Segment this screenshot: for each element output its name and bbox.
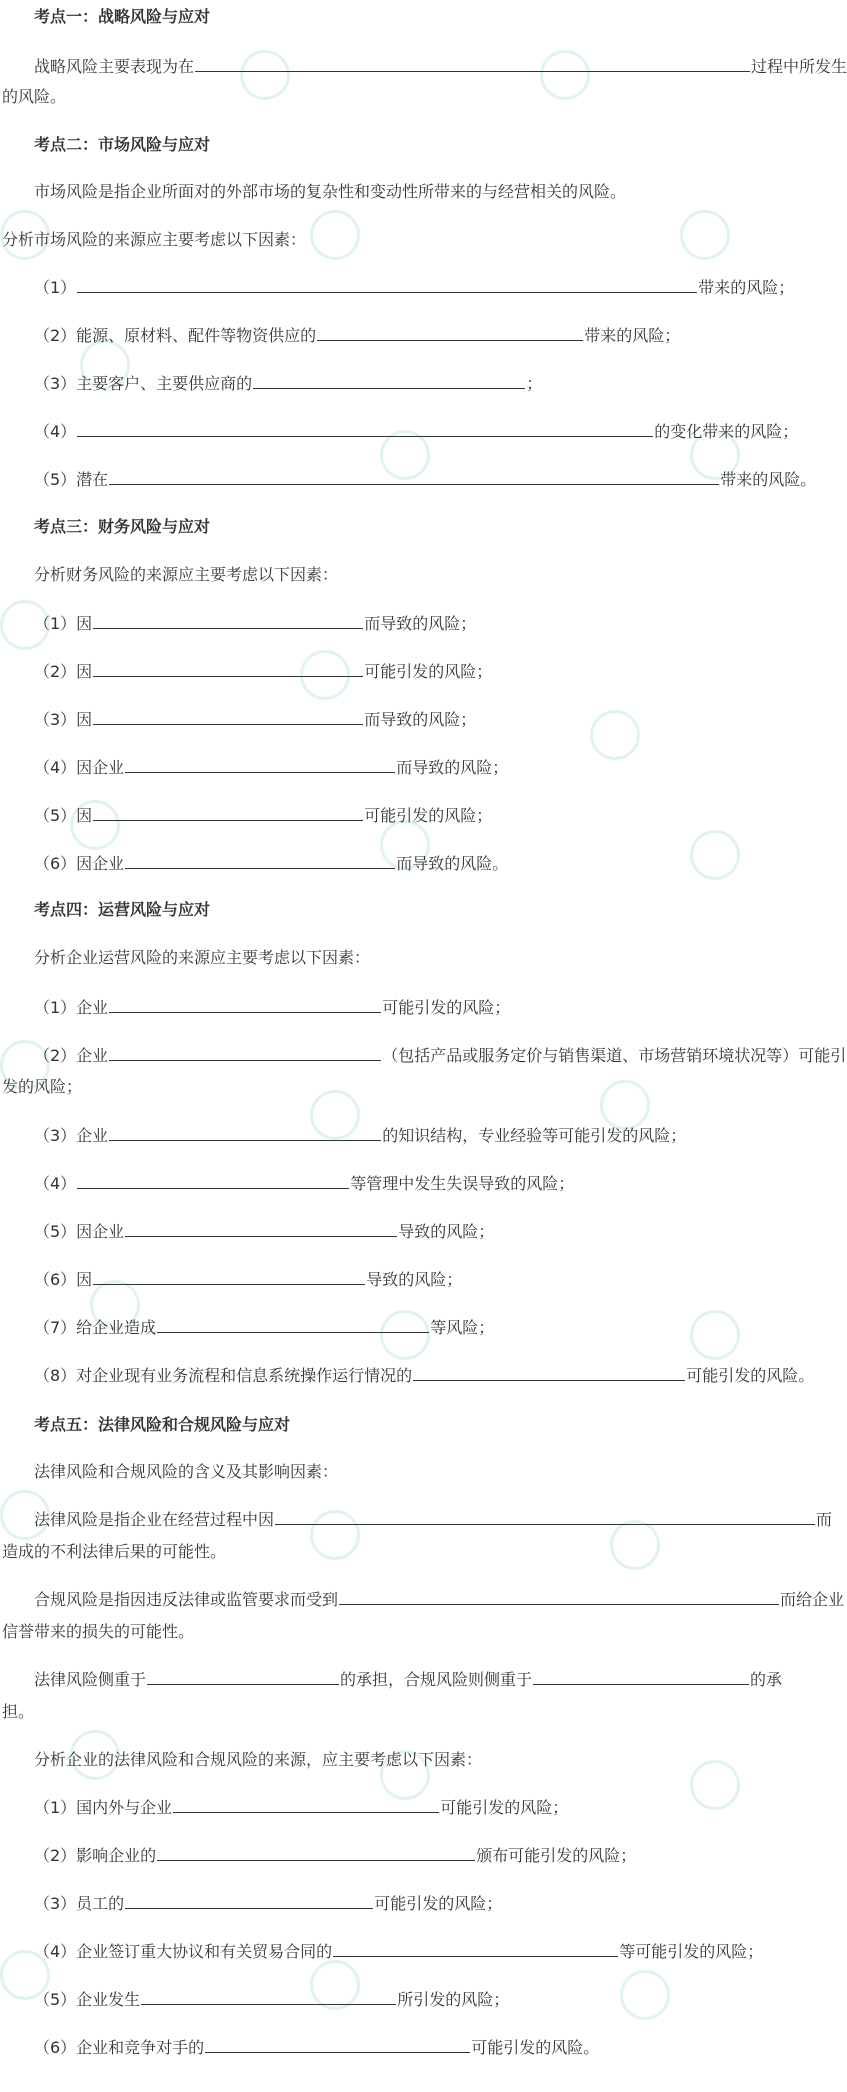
list-item	[34, 1172, 574, 1196]
paragraph: 市场风险是指企业所面对的外部市场的复杂性和变动性所带来的与经营相关的风险。	[34, 182, 627, 201]
fill-blank	[93, 1268, 365, 1285]
list-item	[34, 1892, 502, 1916]
fill-blank	[125, 1220, 397, 1237]
text-segment: 导致的风险；	[398, 1222, 495, 1241]
fill-blank	[109, 468, 719, 485]
text-segment: （1）企业	[34, 998, 109, 1017]
text-segment: 的承担，合规风险则侧重于	[340, 1670, 533, 1689]
list-item-continuation: 发的风险；	[2, 1077, 83, 1096]
text-segment: 等可能引发的风险；	[619, 1942, 764, 1961]
text-segment: 而导致的风险；	[364, 710, 477, 729]
text-segment: 战略风险主要表现为在	[34, 57, 195, 76]
fill-blank	[253, 372, 525, 389]
text-segment: 可能引发的风险；	[364, 806, 493, 825]
text-segment: （4）	[34, 1174, 77, 1193]
paragraph-continuation: 担。	[2, 1702, 35, 1721]
text-segment: 法律风险侧重于	[34, 1670, 147, 1689]
text-segment: 而给企业	[780, 1590, 845, 1609]
paragraph	[34, 1508, 832, 1532]
list-item	[34, 372, 542, 396]
text-segment: 可能引发的风险；	[440, 1798, 569, 1817]
fill-blank	[413, 1364, 685, 1381]
list-item	[34, 1220, 494, 1244]
fill-blank	[173, 1796, 439, 1813]
fill-blank	[317, 324, 583, 341]
list-item	[34, 1124, 686, 1148]
watermark-icon	[680, 180, 820, 270]
text-segment: （5）因	[34, 806, 93, 825]
text-segment: （2）能源、原材料、配件等物资供应的	[34, 326, 317, 345]
section-heading: 考点四：运营风险与应对	[34, 900, 211, 919]
paragraph	[34, 1668, 782, 1692]
list-item	[34, 708, 476, 732]
fill-blank	[93, 804, 363, 821]
text-segment: 带来的风险；	[584, 326, 681, 345]
text-segment: 的承	[750, 1670, 783, 1689]
text-segment: （4）因企业	[34, 758, 125, 777]
text-segment: 的变化带来的风险；	[654, 422, 799, 441]
text-segment: 而导致的风险；	[396, 758, 509, 777]
fill-blank	[533, 1668, 749, 1685]
list-item	[34, 756, 508, 780]
text-segment: 而导致的风险；	[364, 614, 477, 633]
list-item	[34, 1364, 814, 1388]
text-segment: 的知识结构，专业经验等可能引发的风险；	[382, 1126, 687, 1145]
text-segment: （6）因企业	[34, 854, 125, 873]
watermark-icon	[690, 1730, 830, 1820]
fill-blank	[77, 1172, 349, 1189]
fill-blank	[157, 1844, 475, 1861]
list-item	[34, 2036, 599, 2060]
list-item	[34, 420, 798, 444]
text-segment: 而导致的风险。	[396, 854, 509, 873]
paragraph-continuation: 信誉带来的损失的可能性。	[2, 1622, 195, 1641]
list-item	[34, 1796, 568, 1820]
text-segment: 所引发的风险；	[397, 1990, 510, 2009]
text-segment: 导致的风险；	[366, 1270, 463, 1289]
text-segment: （5）因企业	[34, 1222, 125, 1241]
text-segment: （包括产品或服务定价与销售渠道、市场营销环境状况等）可能引	[382, 1046, 847, 1065]
text-segment: 过程中所发生	[751, 57, 847, 76]
section-heading: 考点五：法律风险和合规风险与应对	[34, 1415, 291, 1434]
fill-blank	[125, 756, 395, 773]
watermark-icon	[690, 1280, 830, 1370]
text-segment: （7）给企业造成	[34, 1318, 157, 1337]
list-item	[34, 852, 508, 876]
list-item	[34, 1268, 462, 1292]
fill-blank	[195, 55, 750, 72]
list-item	[34, 468, 816, 492]
fill-blank	[125, 852, 395, 869]
text-segment: （2）企业	[34, 1046, 109, 1065]
fill-blank	[125, 1892, 373, 1909]
paragraph: 分析企业的法律风险和合规风险的来源，应主要考虑以下因素：	[34, 1750, 483, 1769]
section-heading: 考点二：市场风险与应对	[34, 135, 211, 154]
watermark-icon	[590, 680, 730, 770]
text-segment: 法律风险是指企业在经营过程中因	[34, 1510, 275, 1529]
list-item	[34, 1988, 509, 2012]
section-heading: 考点一：战略风险与应对	[34, 7, 211, 26]
paragraph	[34, 1588, 844, 1612]
text-segment: （2）因	[34, 662, 93, 681]
text-segment: （4）企业签订重大协议和有关贸易合同的	[34, 1942, 333, 1961]
list-item	[34, 1044, 846, 1068]
list-item	[34, 276, 794, 300]
text-segment: （1）因	[34, 614, 93, 633]
list-item	[34, 804, 492, 828]
fill-blank	[109, 1044, 381, 1061]
list-item	[34, 324, 680, 348]
text-segment: （3）主要客户、主要供应商的	[34, 374, 253, 393]
fill-blank	[205, 2036, 470, 2053]
text-segment: 可能引发的风险；	[374, 1894, 503, 1913]
text-segment: 可能引发的风险；	[382, 998, 511, 1017]
text-segment: （3）因	[34, 710, 93, 729]
paragraph: 分析市场风险的来源应主要考虑以下因素：	[2, 230, 307, 249]
paragraph-continuation: 造成的不利法律后果的可能性。	[2, 1542, 227, 1561]
text-segment: （3）员工的	[34, 1894, 125, 1913]
fill-blank	[339, 1588, 779, 1605]
text-segment: （3）企业	[34, 1126, 109, 1145]
text-segment: （4）	[34, 422, 77, 441]
text-segment: ；	[526, 374, 543, 393]
text-segment: （5）潜在	[34, 470, 109, 489]
fill-blank	[333, 1940, 618, 1957]
text-segment: 等风险；	[430, 1318, 495, 1337]
text-segment: （8）对企业现有业务流程和信息系统操作运行情况的	[34, 1366, 413, 1385]
paragraph-continuation: 的风险。	[2, 87, 67, 106]
list-item	[34, 1940, 763, 1964]
text-segment: 颁布可能引发的风险；	[476, 1846, 637, 1865]
text-segment: 可能引发的风险；	[364, 662, 493, 681]
fill-blank	[147, 1668, 339, 1685]
fill-blank	[93, 660, 363, 677]
text-segment: （2）影响企业的	[34, 1846, 157, 1865]
paragraph: 法律风险和合规风险的含义及其影响因素：	[34, 1462, 339, 1481]
text-segment: 合规风险是指因违反法律或监管要求而受到	[34, 1590, 339, 1609]
text-segment: 可能引发的风险。	[471, 2038, 600, 2057]
text-segment: 带来的风险；	[698, 278, 795, 297]
watermark-icon	[610, 1490, 750, 1580]
text-segment: 带来的风险。	[720, 470, 817, 489]
list-item	[34, 996, 510, 1020]
text-segment: （6）因	[34, 1270, 93, 1289]
text-segment: 等管理中发生失误导致的风险；	[350, 1174, 575, 1193]
text-segment: （1）	[34, 278, 77, 297]
fill-blank	[109, 1124, 381, 1141]
fill-blank	[109, 996, 381, 1013]
paragraph: 分析财务风险的来源应主要考虑以下因素：	[34, 565, 339, 584]
text-segment: （6）企业和竞争对手的	[34, 2038, 205, 2057]
fill-blank	[77, 420, 653, 437]
list-item	[34, 1316, 494, 1340]
fill-blank	[275, 1508, 815, 1525]
list-item	[34, 612, 476, 636]
text-segment: 可能引发的风险。	[686, 1366, 815, 1385]
fill-blank	[157, 1316, 429, 1333]
fill-blank	[93, 708, 363, 725]
watermark-icon	[690, 800, 830, 890]
paragraph	[34, 55, 847, 79]
fill-blank	[93, 612, 363, 629]
text-segment: （1）国内外与企业	[34, 1798, 173, 1817]
section-heading: 考点三：财务风险与应对	[34, 517, 211, 536]
fill-blank	[141, 1988, 396, 2005]
fill-blank	[77, 276, 697, 293]
list-item	[34, 1844, 636, 1868]
list-item	[34, 660, 492, 684]
watermark-icon	[70, 1700, 210, 1790]
paragraph: 分析企业运营风险的来源应主要考虑以下因素：	[34, 948, 371, 967]
text-segment: （5）企业发生	[34, 1990, 141, 2009]
text-segment: 而	[816, 1510, 833, 1529]
